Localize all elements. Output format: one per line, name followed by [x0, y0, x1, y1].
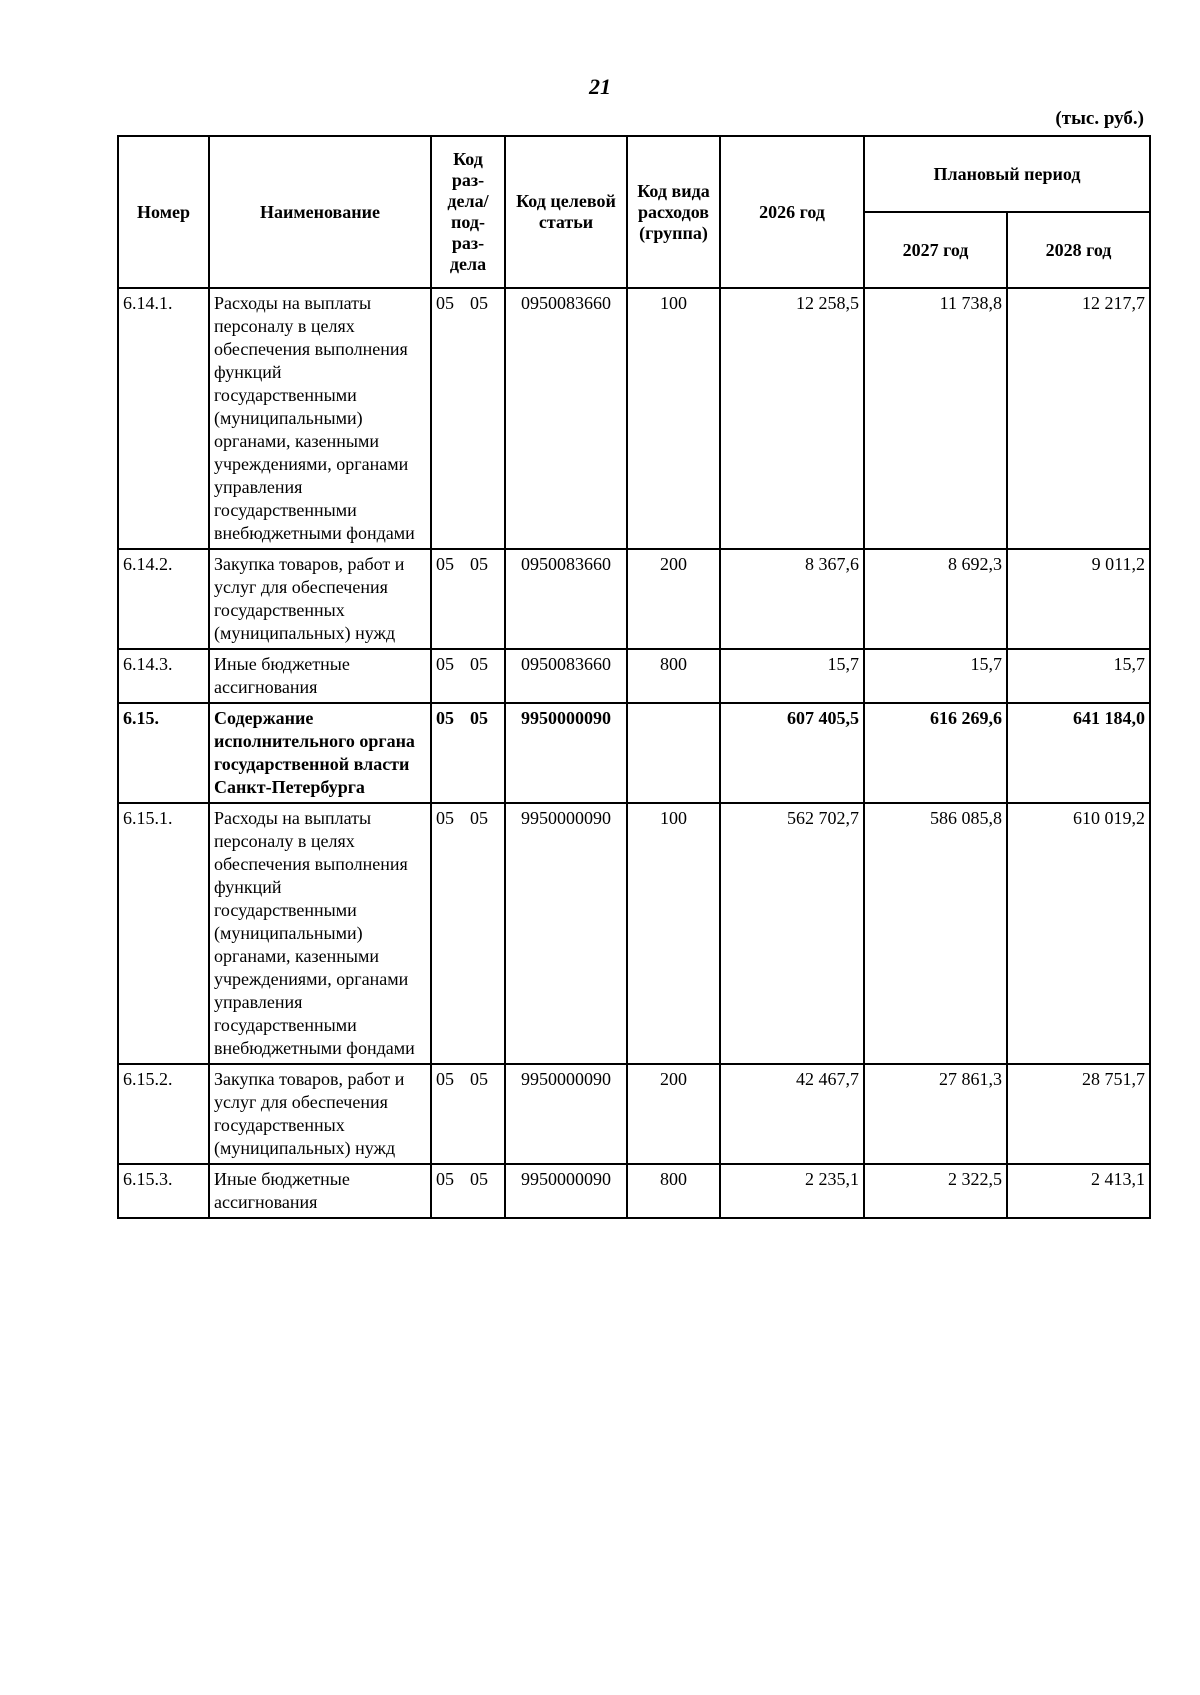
row-2027: 2 322,5 [864, 1164, 1007, 1218]
row-name: Закупка товаров, работ и услуг для обеспечения государственных (муниципальных) нужд [209, 549, 431, 649]
row-name: Иные бюджетные ассигнования [209, 1164, 431, 1218]
header-2028: 2028 год [1007, 212, 1150, 288]
row-2028: 9 011,2 [1007, 549, 1150, 649]
table-row [118, 703, 1150, 803]
section-code: 05 [436, 293, 454, 313]
row-2026: 42 467,7 [720, 1064, 864, 1164]
row-target: 0950083660 [505, 549, 627, 649]
row-name: Закупка товаров, работ и услуг для обеспечения государственных (муниципальных) нужд [209, 1064, 431, 1164]
table-row [118, 649, 1150, 703]
row-target: 9950000090 [505, 1064, 627, 1164]
row-number: 6.14.1. [118, 288, 209, 549]
row-type: 200 [627, 549, 720, 649]
row-section [431, 288, 505, 549]
row-2027: 8 692,3 [864, 549, 1007, 649]
row-target: 0950083660 [505, 288, 627, 549]
header-target: Код целевой статьи [505, 136, 627, 288]
row-name: Расходы на выплаты персоналу в целях обеспечения выполнения функций государственными (муниципальными) органами, казенными учреждениями, органами управления государственными внебюджетными фондами [209, 803, 431, 1064]
row-2028: 2 413,1 [1007, 1164, 1150, 1218]
table-row [118, 288, 1150, 549]
section-code: 05 [436, 654, 454, 674]
header-section: Код раз-дела/ под-раз-дела [431, 136, 505, 288]
table-row [118, 549, 1150, 649]
row-target: 9950000090 [505, 703, 627, 803]
row-2027: 586 085,8 [864, 803, 1007, 1064]
row-2026: 607 405,5 [720, 703, 864, 803]
row-2026: 15,7 [720, 649, 864, 703]
units-label: (тыс. руб.) [1055, 108, 1144, 129]
header-planned-period: Плановый период [864, 136, 1150, 212]
row-number: 6.15.1. [118, 803, 209, 1064]
row-number: 6.15.2. [118, 1064, 209, 1164]
row-type: 100 [627, 803, 720, 1064]
row-number: 6.14.2. [118, 549, 209, 649]
subsection-code: 05 [470, 1169, 488, 1189]
row-2028: 610 019,2 [1007, 803, 1150, 1064]
row-name: Расходы на выплаты персоналу в целях обеспечения выполнения функций государственными (муниципальными) органами, казенными учреждениями, органами управления государственными внебюджетными фондами [209, 288, 431, 549]
row-2028: 28 751,7 [1007, 1064, 1150, 1164]
row-name: Содержание исполнительного органа государственной власти Санкт-Петербурга [209, 703, 431, 803]
row-section [431, 703, 505, 803]
row-2027: 15,7 [864, 649, 1007, 703]
header-name: Наименование [209, 136, 431, 288]
subsection-code: 05 [470, 1069, 488, 1089]
row-section [431, 803, 505, 1064]
section-code: 05 [436, 1069, 454, 1089]
row-2027: 616 269,6 [864, 703, 1007, 803]
row-2026: 562 702,7 [720, 803, 864, 1064]
section-code: 05 [436, 708, 454, 728]
row-type: 800 [627, 1164, 720, 1218]
row-target: 9950000090 [505, 803, 627, 1064]
row-section [431, 549, 505, 649]
row-section [431, 1064, 505, 1164]
row-2026: 12 258,5 [720, 288, 864, 549]
subsection-code: 05 [470, 708, 488, 728]
row-2026: 2 235,1 [720, 1164, 864, 1218]
row-number: 6.15. [118, 703, 209, 803]
header-2027: 2027 год [864, 212, 1007, 288]
table-row [118, 1164, 1150, 1218]
row-name: Иные бюджетные ассигнования [209, 649, 431, 703]
row-type: 100 [627, 288, 720, 549]
header-2026: 2026 год [720, 136, 864, 288]
subsection-code: 05 [470, 654, 488, 674]
table-row [118, 1064, 1150, 1164]
row-type: 800 [627, 649, 720, 703]
header-type: Код вида расходов (группа) [627, 136, 720, 288]
row-section [431, 1164, 505, 1218]
subsection-code: 05 [470, 293, 488, 313]
section-code: 05 [436, 808, 454, 828]
row-number: 6.14.3. [118, 649, 209, 703]
row-section [431, 649, 505, 703]
row-2027: 11 738,8 [864, 288, 1007, 549]
row-type: 200 [627, 1064, 720, 1164]
row-type [627, 703, 720, 803]
row-number: 6.15.3. [118, 1164, 209, 1218]
row-2028: 15,7 [1007, 649, 1150, 703]
row-2027: 27 861,3 [864, 1064, 1007, 1164]
row-target: 0950083660 [505, 649, 627, 703]
budget-table [117, 135, 1151, 1219]
header-number: Номер [118, 136, 209, 288]
subsection-code: 05 [470, 554, 488, 574]
section-code: 05 [436, 554, 454, 574]
table-row [118, 803, 1150, 1064]
subsection-code: 05 [470, 808, 488, 828]
row-2026: 8 367,6 [720, 549, 864, 649]
section-code: 05 [436, 1169, 454, 1189]
row-2028: 641 184,0 [1007, 703, 1150, 803]
page-number: 21 [589, 74, 611, 99]
row-2028: 12 217,7 [1007, 288, 1150, 549]
row-target: 9950000090 [505, 1164, 627, 1218]
